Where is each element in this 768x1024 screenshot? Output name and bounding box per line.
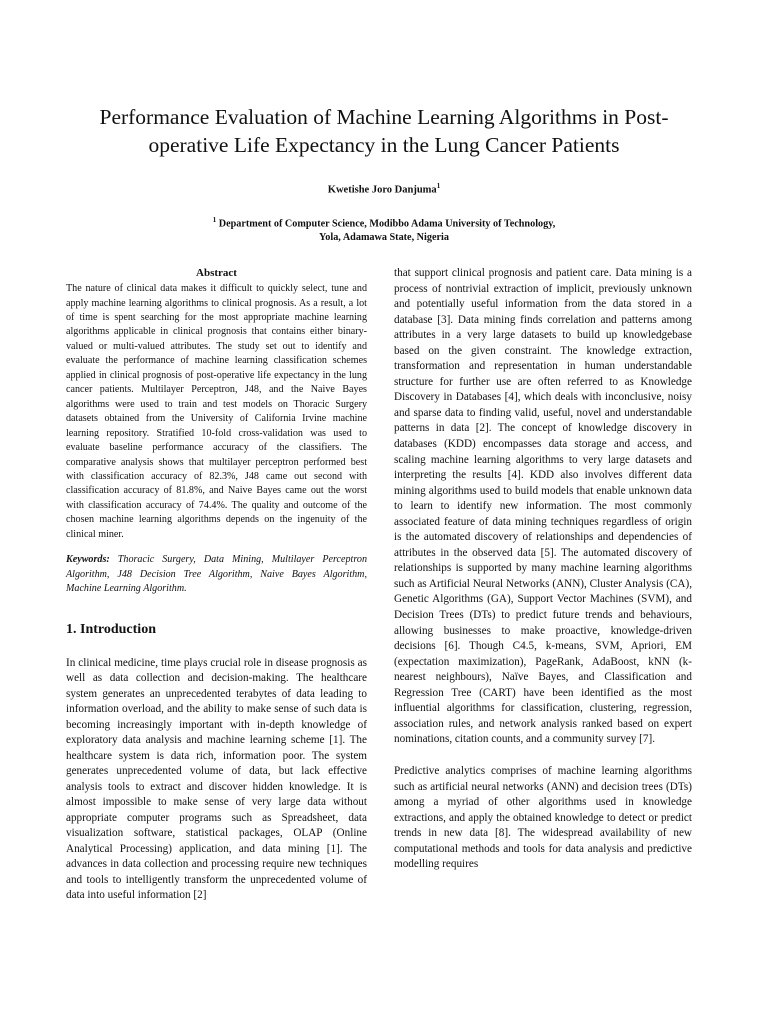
- paper-title: Performance Evaluation of Machine Learning Algorithms in Post-operative Life Expectancy in the Lung Cancer Patients: [99, 105, 669, 157]
- keywords-text: Thoracic Surgery, Data Mining, Multilayer Perceptron Algorithm, J48 Decision Tree Algorithm, Naive Bayes Algorithm, Machine Learning Algorithm.: [66, 554, 368, 595]
- author-superscript: 1: [436, 182, 441, 190]
- affiliation: [0, 213, 768, 245]
- affiliation-text-1: Department of Computer Science, Modibbo Adama University of Technology,: [218, 218, 556, 230]
- affiliation-superscript: 1: [212, 216, 217, 224]
- author-line: [0, 182, 768, 196]
- section-heading-introduction: 1. Introduction: [66, 622, 156, 638]
- intro-paragraph-1: In clinical medicine, time plays crucial role in disease prognosis as well as data collection and decision-making. The healthcare system generates an unprecedented terabytes of data leading to information overload, and the ability to make sense of such data is becoming increasingly important with in-depth knowledge of exploratory data analysis and machine learning scheme [1]. The healthcare system is data rich, information poor. The system generates unprecedented volume of data, but lack effective analysis tools to extract and discover hidden knowledge. It is almost impossible to make sense of very large data without appropriate computer programs such as Spreadsheet, data visualization software, statistical packages, OLAP (Online Analytical Processing) application, and data mining [1]. The advances in data collection and processing require new techniques and tools to intelligently transform the unprecedented volume of data into useful information [2]: [66, 656, 367, 902]
- abstract-text: The nature of clinical data makes it difficult to quickly select, tune and apply machine learning algorithms to clinical prognosis. As a result, a lot of time is spent searching for the most appropriate machine learning algorithms applicable in clinical prognosis that contains either binary-valued or multi-valued attributes. The study set out to identify and evaluate the performance of machine learning classification schemes applied in clinical prognosis of post-operative life expectancy in the lung cancer patients. Multilayer Perceptron, J48, and the Naive Bayes algorithms were used to train and test models on Thoracic Surgery datasets obtained from the University of California Irvine machine learning repository. Stratified 10-fold cross-validation was used to evaluate baseline performance accuracy of the classifiers. The comparative analysis shows that multilayer perceptron performed best with classification accuracy of 82.3%, J48 came out second with classification accuracy of 81.8%, and Naive Bayes came out the worst with classification accuracy of 74.4%. The quality and outcome of the chosen machine learning algorithms depends on the ingenuity of the clinical miner.: [66, 283, 367, 540]
- right-paragraph-2: Predictive analytics comprises of machine learning algorithms such as artificial neural networks (ANN) and decision trees (DTs) among a myriad of other algorithms used in knowledge extractions, and apply the obtained knowledge to detect or predict trends in new data [8]. The widespread availability of new computational methods and tools for data analysis and predictive modelling requires: [394, 764, 692, 871]
- right-paragraph-1: that support clinical prognosis and patient care. Data mining is a process of nontrivial extraction of implicit, previously unknown and potentially useful information from the data stored in a database [3]. Data mining finds correlation and patterns among attributes in a very large datasets to build up knowledgebase based on the given constraint. The knowledge extraction, transformation and representation in human understandable structure for further use are often referred to as Knowledge Discovery in Databases [4], which deals with inconclusive, noisy and sparse data to finding valid, useful, novel and understandable patterns in data [2]. The concept of knowledge discovery in databases (KDD) encompasses data storage and access, and scaling machine learning algorithms to very large datasets and interpreting the results [4]. KDD also involves different data mining algorithms used to build models that enable unknown data to learn to identify new information. The most commonly associated feature of data mining techniques regardless of origin is the automated discovery of relationships and dependencies of attributes in the observed data [5]. The automated discovery of relationships is supported by many machine learning algorithms such as Artificial Neural Networks (ANN), Cluster Analysis (CA), Genetic Algorithms (GA), Support Vector Machines (SVM), and Decision Trees (DTs) to predict future trends and behaviours, allowing businesses to make proactive, knowledge-driven decisions [6]. Though C4.5, k-means, SVM, Apriori, EM (expectation maximization), PageRank, AdaBoost, kNN (k-nearest neighbours), Naïve Bayes, and Classification and Regression Tree (CART) have been identified as the most influential algorithms for classification, clustering, regression, association rules, and network analysis ranked based on expert nominations, citation counts, and a community survey [7].: [394, 267, 692, 746]
- right-column: [394, 266, 692, 873]
- left-column: [66, 266, 367, 904]
- author-name: Kwetishe Joro Danjuma: [327, 184, 437, 196]
- affiliation-line-1: [0, 213, 768, 231]
- abstract-heading: Abstract: [196, 267, 237, 279]
- affiliation-line-2: Yola, Adamawa State, Nigeria: [319, 232, 449, 244]
- keywords: [66, 553, 367, 596]
- keywords-label: Keywords:: [66, 554, 110, 566]
